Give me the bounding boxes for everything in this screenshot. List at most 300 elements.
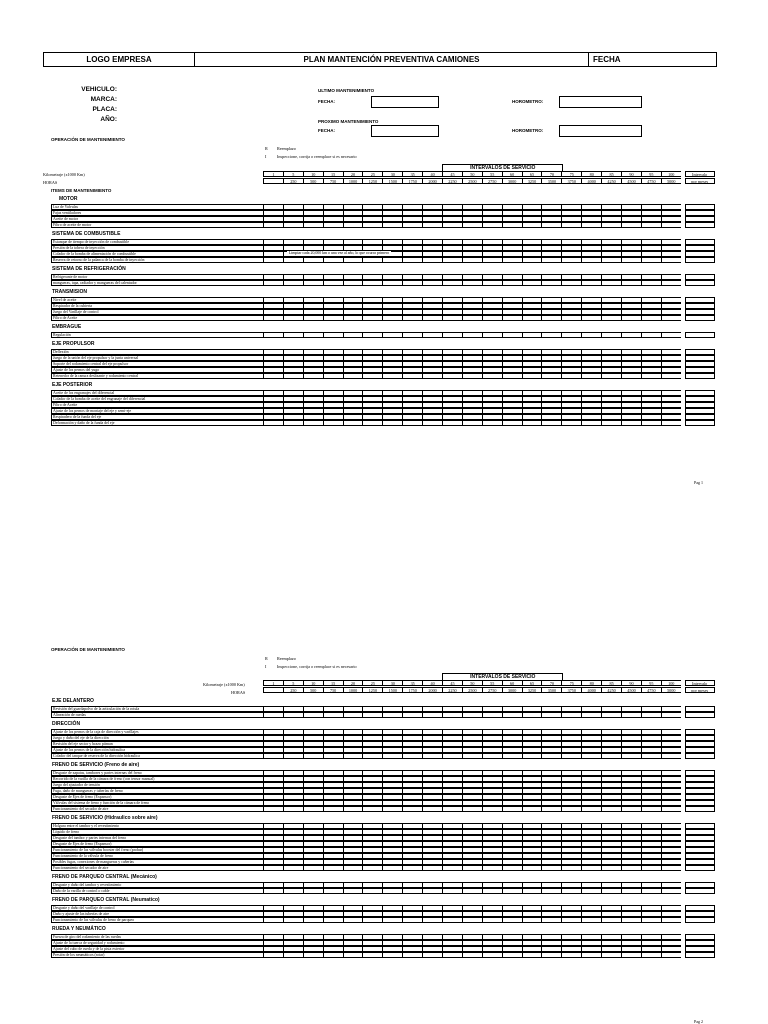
interval-cell[interactable] [661, 712, 681, 718]
interval-cell[interactable] [522, 753, 542, 759]
interval-cell[interactable] [522, 712, 542, 718]
interval-cell[interactable] [422, 420, 442, 426]
interval-cell[interactable] [323, 222, 343, 228]
interval-cell[interactable] [641, 865, 661, 871]
interval-cell[interactable] [561, 917, 581, 923]
interval-cell[interactable] [362, 865, 382, 871]
interval-cell[interactable] [402, 806, 422, 812]
interval-cell[interactable] [661, 753, 681, 759]
interval-cell[interactable] [382, 753, 402, 759]
interval-cell[interactable] [502, 280, 522, 286]
interval-cell[interactable] [323, 257, 343, 263]
interval-cell[interactable] [362, 888, 382, 894]
interval-cell[interactable] [621, 420, 641, 426]
interval-cell[interactable] [502, 865, 522, 871]
interval-cell[interactable] [382, 373, 402, 379]
months-cell[interactable] [685, 865, 715, 871]
interval-cell[interactable] [382, 257, 402, 263]
interval-cell[interactable] [442, 952, 462, 958]
last-maintenance-date-field[interactable] [371, 96, 439, 108]
interval-cell[interactable] [482, 332, 502, 338]
interval-cell[interactable] [641, 280, 661, 286]
interval-cell[interactable] [442, 257, 462, 263]
interval-cell[interactable] [343, 917, 363, 923]
interval-cell[interactable] [601, 952, 621, 958]
months-cell[interactable] [685, 888, 715, 894]
interval-cell[interactable] [283, 373, 303, 379]
interval-cell[interactable] [303, 420, 323, 426]
interval-cell[interactable] [561, 315, 581, 321]
interval-cell[interactable] [522, 865, 542, 871]
interval-cell[interactable] [541, 806, 561, 812]
interval-cell[interactable] [482, 280, 502, 286]
interval-cell[interactable] [323, 865, 343, 871]
interval-cell[interactable] [303, 332, 323, 338]
interval-cell[interactable] [362, 373, 382, 379]
interval-cell[interactable] [462, 257, 482, 263]
interval-cell[interactable] [303, 222, 323, 228]
interval-cell[interactable] [442, 917, 462, 923]
months-cell[interactable] [685, 332, 715, 338]
interval-cell[interactable] [362, 280, 382, 286]
interval-cell[interactable] [303, 280, 323, 286]
interval-cell[interactable] [263, 373, 283, 379]
interval-cell[interactable] [502, 257, 522, 263]
interval-cell[interactable] [601, 753, 621, 759]
months-cell[interactable] [685, 373, 715, 379]
interval-cell[interactable] [541, 222, 561, 228]
interval-cell[interactable] [343, 712, 363, 718]
months-cell[interactable] [685, 712, 715, 718]
interval-cell[interactable] [323, 753, 343, 759]
interval-cell[interactable] [482, 952, 502, 958]
interval-cell[interactable] [263, 952, 283, 958]
interval-cell[interactable] [541, 420, 561, 426]
interval-cell[interactable] [323, 315, 343, 321]
interval-cell[interactable] [502, 222, 522, 228]
months-cell[interactable] [685, 420, 715, 426]
interval-cell[interactable] [263, 257, 283, 263]
interval-cell[interactable] [561, 952, 581, 958]
interval-cell[interactable] [382, 712, 402, 718]
interval-cell[interactable] [442, 315, 462, 321]
interval-cell[interactable] [422, 280, 442, 286]
interval-cell[interactable] [621, 865, 641, 871]
interval-cell[interactable] [621, 806, 641, 812]
interval-cell[interactable] [283, 865, 303, 871]
interval-cell[interactable] [323, 373, 343, 379]
interval-cell[interactable] [283, 257, 303, 263]
interval-cell[interactable] [661, 917, 681, 923]
interval-cell[interactable] [522, 952, 542, 958]
interval-cell[interactable] [621, 373, 641, 379]
next-maintenance-hourmeter-field[interactable] [559, 125, 642, 137]
interval-cell[interactable] [303, 753, 323, 759]
interval-cell[interactable] [382, 917, 402, 923]
interval-cell[interactable] [343, 865, 363, 871]
interval-cell[interactable] [482, 806, 502, 812]
interval-cell[interactable] [502, 952, 522, 958]
interval-cell[interactable] [422, 373, 442, 379]
interval-cell[interactable] [402, 952, 422, 958]
interval-cell[interactable] [462, 222, 482, 228]
interval-cell[interactable] [402, 257, 422, 263]
interval-cell[interactable] [362, 315, 382, 321]
interval-cell[interactable] [601, 257, 621, 263]
interval-cell[interactable] [482, 917, 502, 923]
interval-cell[interactable] [283, 806, 303, 812]
interval-cell[interactable] [522, 420, 542, 426]
interval-cell[interactable] [502, 888, 522, 894]
interval-cell[interactable] [263, 712, 283, 718]
interval-cell[interactable] [502, 332, 522, 338]
interval-cell[interactable] [462, 280, 482, 286]
interval-cell[interactable] [362, 952, 382, 958]
interval-cell[interactable] [621, 917, 641, 923]
interval-cell[interactable] [601, 806, 621, 812]
interval-cell[interactable] [462, 712, 482, 718]
interval-cell[interactable] [303, 373, 323, 379]
interval-cell[interactable] [661, 332, 681, 338]
interval-cell[interactable] [641, 712, 661, 718]
interval-cell[interactable] [601, 222, 621, 228]
interval-cell[interactable] [601, 888, 621, 894]
interval-cell[interactable] [561, 280, 581, 286]
interval-cell[interactable] [561, 712, 581, 718]
interval-cell[interactable] [283, 753, 303, 759]
interval-cell[interactable] [581, 222, 601, 228]
interval-cell[interactable] [323, 806, 343, 812]
interval-cell[interactable] [641, 315, 661, 321]
interval-cell[interactable] [323, 952, 343, 958]
interval-cell[interactable] [621, 332, 641, 338]
interval-cell[interactable] [561, 332, 581, 338]
interval-cell[interactable] [303, 865, 323, 871]
interval-cell[interactable] [482, 865, 502, 871]
interval-cell[interactable] [502, 373, 522, 379]
interval-cell[interactable] [661, 315, 681, 321]
interval-cell[interactable] [382, 332, 402, 338]
interval-cell[interactable] [442, 806, 462, 812]
interval-cell[interactable] [661, 420, 681, 426]
interval-cell[interactable] [422, 222, 442, 228]
interval-cell[interactable] [522, 257, 542, 263]
interval-cell[interactable] [482, 257, 502, 263]
interval-cell[interactable] [502, 753, 522, 759]
interval-cell[interactable] [283, 888, 303, 894]
interval-cell[interactable] [343, 806, 363, 812]
interval-cell[interactable] [482, 222, 502, 228]
interval-cell[interactable] [303, 257, 323, 263]
interval-cell[interactable] [362, 222, 382, 228]
interval-cell[interactable] [522, 222, 542, 228]
interval-cell[interactable] [641, 332, 661, 338]
months-cell[interactable] [685, 280, 715, 286]
interval-cell[interactable] [422, 917, 442, 923]
interval-cell[interactable] [581, 373, 601, 379]
interval-cell[interactable] [442, 280, 462, 286]
interval-cell[interactable] [402, 420, 422, 426]
interval-cell[interactable] [482, 420, 502, 426]
months-cell[interactable] [685, 917, 715, 923]
interval-cell[interactable] [482, 373, 502, 379]
interval-cell[interactable] [343, 315, 363, 321]
interval-cell[interactable] [522, 332, 542, 338]
interval-cell[interactable] [541, 280, 561, 286]
interval-cell[interactable] [561, 420, 581, 426]
interval-cell[interactable] [561, 806, 581, 812]
interval-cell[interactable] [382, 865, 402, 871]
interval-cell[interactable] [442, 332, 462, 338]
interval-cell[interactable] [263, 280, 283, 286]
interval-cell[interactable] [323, 332, 343, 338]
interval-cell[interactable] [541, 952, 561, 958]
interval-cell[interactable] [561, 257, 581, 263]
interval-cell[interactable] [402, 865, 422, 871]
interval-cell[interactable] [303, 712, 323, 718]
interval-cell[interactable] [462, 315, 482, 321]
interval-cell[interactable] [541, 332, 561, 338]
interval-cell[interactable] [323, 712, 343, 718]
interval-cell[interactable] [641, 420, 661, 426]
interval-cell[interactable] [283, 222, 303, 228]
interval-cell[interactable] [661, 257, 681, 263]
interval-cell[interactable] [422, 865, 442, 871]
interval-cell[interactable] [343, 753, 363, 759]
interval-cell[interactable] [263, 420, 283, 426]
interval-cell[interactable] [581, 332, 601, 338]
interval-cell[interactable] [362, 917, 382, 923]
interval-cell[interactable] [601, 373, 621, 379]
interval-cell[interactable] [522, 315, 542, 321]
interval-cell[interactable] [402, 332, 422, 338]
interval-cell[interactable] [661, 952, 681, 958]
interval-cell[interactable] [581, 865, 601, 871]
months-cell[interactable] [685, 315, 715, 321]
interval-cell[interactable] [362, 257, 382, 263]
interval-cell[interactable] [263, 753, 283, 759]
interval-cell[interactable] [502, 917, 522, 923]
interval-cell[interactable] [263, 917, 283, 923]
interval-cell[interactable] [581, 917, 601, 923]
interval-cell[interactable] [402, 222, 422, 228]
interval-cell[interactable] [561, 888, 581, 894]
interval-cell[interactable] [661, 888, 681, 894]
interval-cell[interactable] [283, 952, 303, 958]
interval-cell[interactable] [382, 315, 402, 321]
interval-cell[interactable] [402, 280, 422, 286]
interval-cell[interactable] [462, 865, 482, 871]
interval-cell[interactable] [422, 952, 442, 958]
interval-cell[interactable] [303, 888, 323, 894]
interval-cell[interactable] [661, 280, 681, 286]
last-maintenance-hourmeter-field[interactable] [559, 96, 642, 108]
interval-cell[interactable] [601, 420, 621, 426]
interval-cell[interactable] [343, 222, 363, 228]
interval-cell[interactable] [343, 420, 363, 426]
interval-cell[interactable] [283, 315, 303, 321]
interval-cell[interactable] [422, 332, 442, 338]
interval-cell[interactable] [462, 420, 482, 426]
interval-cell[interactable] [621, 952, 641, 958]
interval-cell[interactable] [641, 753, 661, 759]
interval-cell[interactable] [303, 952, 323, 958]
interval-cell[interactable] [323, 917, 343, 923]
interval-cell[interactable] [382, 222, 402, 228]
interval-cell[interactable] [621, 315, 641, 321]
interval-cell[interactable] [462, 373, 482, 379]
interval-cell[interactable] [561, 865, 581, 871]
interval-cell[interactable] [263, 888, 283, 894]
interval-cell[interactable] [422, 806, 442, 812]
interval-cell[interactable] [422, 315, 442, 321]
interval-cell[interactable] [442, 712, 462, 718]
interval-cell[interactable] [422, 888, 442, 894]
months-cell[interactable] [685, 257, 715, 263]
interval-cell[interactable] [323, 420, 343, 426]
interval-cell[interactable] [343, 280, 363, 286]
interval-cell[interactable] [581, 806, 601, 812]
interval-cell[interactable] [581, 888, 601, 894]
interval-cell[interactable] [482, 753, 502, 759]
interval-cell[interactable] [422, 753, 442, 759]
interval-cell[interactable] [661, 865, 681, 871]
interval-cell[interactable] [382, 952, 402, 958]
interval-cell[interactable] [303, 806, 323, 812]
interval-cell[interactable] [442, 373, 462, 379]
interval-cell[interactable] [283, 917, 303, 923]
interval-cell[interactable] [581, 753, 601, 759]
interval-cell[interactable] [482, 888, 502, 894]
interval-cell[interactable] [323, 280, 343, 286]
interval-cell[interactable] [502, 712, 522, 718]
interval-cell[interactable] [601, 917, 621, 923]
interval-cell[interactable] [561, 373, 581, 379]
months-cell[interactable] [685, 222, 715, 228]
interval-cell[interactable] [641, 888, 661, 894]
interval-cell[interactable] [581, 712, 601, 718]
interval-cell[interactable] [462, 952, 482, 958]
interval-cell[interactable] [442, 753, 462, 759]
interval-cell[interactable] [343, 257, 363, 263]
interval-cell[interactable] [382, 280, 402, 286]
interval-cell[interactable] [541, 865, 561, 871]
interval-cell[interactable] [581, 420, 601, 426]
interval-cell[interactable] [442, 420, 462, 426]
interval-cell[interactable] [482, 315, 502, 321]
interval-cell[interactable] [303, 315, 323, 321]
interval-cell[interactable] [462, 888, 482, 894]
interval-cell[interactable] [601, 332, 621, 338]
interval-cell[interactable] [541, 753, 561, 759]
interval-cell[interactable] [581, 952, 601, 958]
interval-cell[interactable] [442, 222, 462, 228]
interval-cell[interactable] [502, 420, 522, 426]
interval-cell[interactable] [362, 806, 382, 812]
months-cell[interactable] [685, 952, 715, 958]
interval-cell[interactable] [382, 806, 402, 812]
next-maintenance-date-field[interactable] [371, 125, 439, 137]
interval-cell[interactable] [263, 315, 283, 321]
interval-cell[interactable] [263, 332, 283, 338]
interval-cell[interactable] [621, 712, 641, 718]
interval-cell[interactable] [402, 917, 422, 923]
interval-cell[interactable] [522, 888, 542, 894]
interval-cell[interactable] [621, 257, 641, 263]
interval-cell[interactable] [541, 257, 561, 263]
interval-cell[interactable] [541, 373, 561, 379]
interval-cell[interactable] [343, 952, 363, 958]
interval-cell[interactable] [522, 373, 542, 379]
interval-cell[interactable] [362, 420, 382, 426]
interval-cell[interactable] [263, 222, 283, 228]
interval-cell[interactable] [502, 315, 522, 321]
interval-cell[interactable] [641, 806, 661, 812]
interval-cell[interactable] [283, 420, 303, 426]
interval-cell[interactable] [343, 332, 363, 338]
interval-cell[interactable] [581, 257, 601, 263]
interval-cell[interactable] [541, 315, 561, 321]
interval-cell[interactable] [522, 280, 542, 286]
interval-cell[interactable] [661, 806, 681, 812]
interval-cell[interactable] [601, 315, 621, 321]
interval-cell[interactable] [601, 865, 621, 871]
interval-cell[interactable] [402, 753, 422, 759]
interval-cell[interactable] [462, 806, 482, 812]
interval-cell[interactable] [561, 222, 581, 228]
interval-cell[interactable] [362, 332, 382, 338]
interval-cell[interactable] [482, 712, 502, 718]
interval-cell[interactable] [283, 712, 303, 718]
interval-cell[interactable] [522, 917, 542, 923]
interval-cell[interactable] [442, 888, 462, 894]
interval-cell[interactable] [382, 420, 402, 426]
interval-cell[interactable] [263, 806, 283, 812]
interval-cell[interactable] [263, 865, 283, 871]
interval-cell[interactable] [502, 806, 522, 812]
interval-cell[interactable] [641, 952, 661, 958]
interval-cell[interactable] [303, 917, 323, 923]
months-cell[interactable] [685, 806, 715, 812]
interval-cell[interactable] [621, 280, 641, 286]
interval-cell[interactable] [402, 888, 422, 894]
interval-cell[interactable] [422, 257, 442, 263]
interval-cell[interactable] [661, 222, 681, 228]
interval-cell[interactable] [343, 373, 363, 379]
interval-cell[interactable] [283, 280, 303, 286]
interval-cell[interactable] [362, 753, 382, 759]
interval-cell[interactable] [462, 753, 482, 759]
interval-cell[interactable] [641, 917, 661, 923]
interval-cell[interactable] [641, 257, 661, 263]
interval-cell[interactable] [641, 222, 661, 228]
interval-cell[interactable] [522, 806, 542, 812]
interval-cell[interactable] [362, 712, 382, 718]
interval-cell[interactable] [541, 917, 561, 923]
interval-cell[interactable] [581, 280, 601, 286]
interval-cell[interactable] [462, 332, 482, 338]
interval-cell[interactable] [422, 712, 442, 718]
interval-cell[interactable] [641, 373, 661, 379]
interval-cell[interactable] [601, 280, 621, 286]
interval-cell[interactable] [621, 222, 641, 228]
interval-cell[interactable] [561, 753, 581, 759]
interval-cell[interactable] [323, 888, 343, 894]
interval-cell[interactable] [343, 888, 363, 894]
interval-cell[interactable] [541, 712, 561, 718]
interval-cell[interactable] [581, 315, 601, 321]
months-cell[interactable] [685, 753, 715, 759]
